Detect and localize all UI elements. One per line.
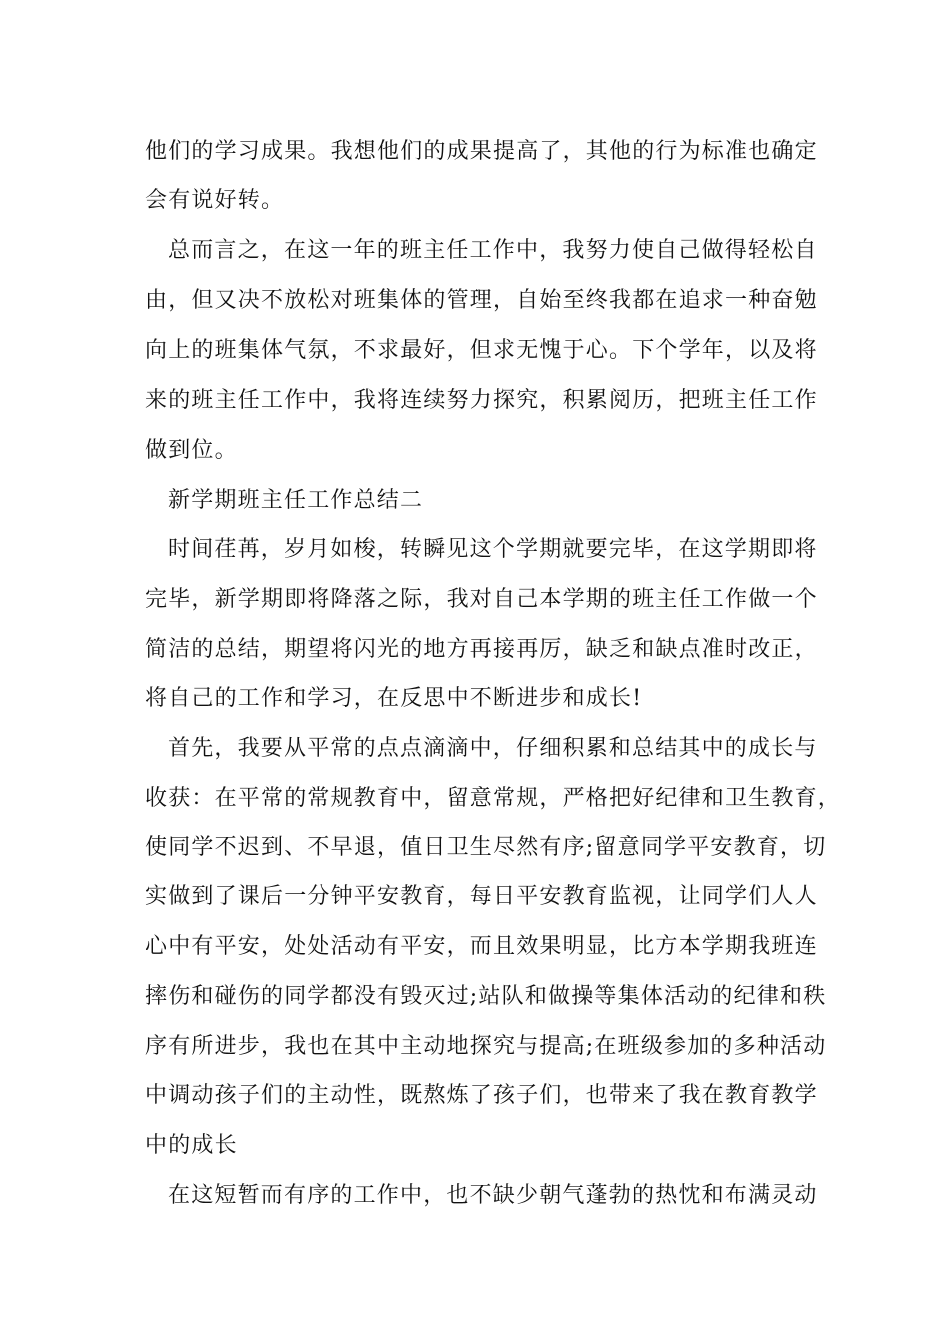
- text-line: 简洁的总结，期望将闪光的地方再接再厉，缺乏和缺点准时改正，: [145, 637, 818, 662]
- paragraph-start: 首先，我要从平常的点点滴滴中，仔细积累和总结其中的成长与: [168, 736, 818, 761]
- text-line: 完毕，新学期即将降落之际，我对自己本学期的班主任工作做一个: [145, 587, 818, 612]
- paragraph-start: 在这短暂而有序的工作中，也不缺少朝气蓬勃的热忱和布满灵动: [168, 1183, 818, 1208]
- text-line: 心中有平安，处处活动有平安，而且效果明显，比方本学期我班连: [145, 934, 818, 959]
- text-line: 向上的班集体气氛，不求最好，但求无愧于心。下个学年，以及将: [145, 338, 818, 363]
- text-line: 由，但又决不放松对班集体的管理，自始至终我都在追求一种奋勉: [145, 288, 818, 313]
- paragraph-start: 时间荏苒，岁月如梭，转瞬见这个学期就要完毕，在这学期即将: [168, 537, 818, 562]
- section-heading: 新学期班主任工作总结二: [168, 488, 424, 513]
- text-line: 中的成长: [145, 1133, 238, 1158]
- text-line: 收获：在平常的常规教育中，留意常规，严格把好纪律和卫生教育，: [145, 786, 842, 811]
- text-line: 摔伤和碰伤的同学都没有毁灭过;站队和做操等集体活动的纪律和秩: [145, 984, 827, 1009]
- text-line: 来的班主任工作中，我将连续努力探究，积累阅历，把班主任工作: [145, 388, 818, 413]
- text-line: 使同学不迟到、不早退，值日卫生尽然有序;留意同学平安教育，切: [145, 835, 827, 860]
- text-line: 做到位。: [145, 438, 238, 463]
- text-line: 将自己的工作和学习，在反思中不断进步和成长!: [145, 686, 643, 711]
- text-line: 他们的学习成果。我想他们的成果提高了，其他的行为标准也确定: [145, 139, 818, 164]
- text-line: 实做到了课后一分钟平安教育，每日平安教育监视，让同学们人人: [145, 884, 818, 909]
- paragraph-start: 总而言之，在这一年的班主任工作中，我努力使自己做得轻松自: [168, 238, 818, 263]
- text-line: 序有所进步，我也在其中主动地探究与提高;在班级参加的多种活动: [145, 1034, 827, 1059]
- text-line: 中调动孩子们的主动性，既熬炼了孩子们，也带来了我在教育教学: [145, 1083, 818, 1108]
- text-line: 会有说好转。: [145, 188, 285, 213]
